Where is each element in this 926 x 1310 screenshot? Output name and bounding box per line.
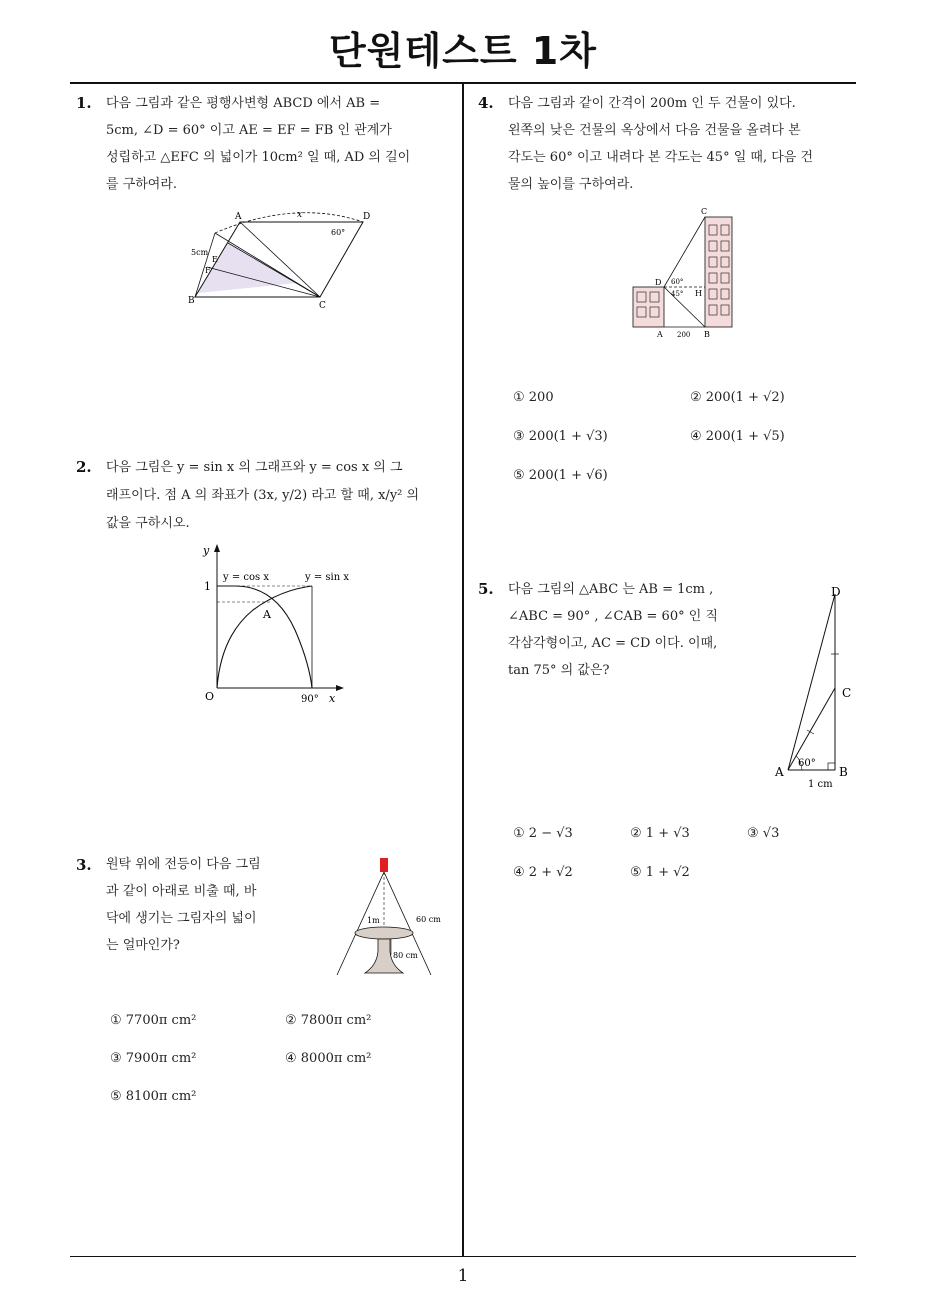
point-label: A bbox=[263, 608, 271, 621]
question-number: 5. bbox=[478, 580, 494, 598]
figure-label: A bbox=[775, 765, 784, 779]
figure-label: C bbox=[842, 686, 852, 700]
axis-label: x bbox=[329, 692, 336, 705]
figure-label: C bbox=[701, 207, 708, 216]
figure-label: 5cm bbox=[191, 248, 209, 257]
answer-option[interactable]: ⑤ 8100π cm² bbox=[110, 1089, 197, 1104]
answer-option[interactable]: ③ 7900π cm² bbox=[110, 1051, 197, 1066]
question-line: 물의 높이를 구하여라. bbox=[508, 177, 634, 192]
buildings-figure bbox=[625, 205, 745, 345]
figure-label: 60° bbox=[331, 228, 346, 237]
answer-option[interactable]: ③ √3 bbox=[747, 826, 780, 841]
question-number: 1. bbox=[76, 94, 92, 112]
page-title: 단원테스트 1차 bbox=[329, 29, 597, 73]
triangle-figure bbox=[772, 580, 858, 795]
question-line: 각도는 60° 이고 내려다 본 각도는 45° 일 때, 다음 건 bbox=[508, 150, 814, 165]
lamp-table-figure bbox=[333, 855, 458, 980]
question-line: ∠ABC = 90° , ∠CAB = 60° 인 직 bbox=[508, 609, 718, 624]
question-line: 값을 구하시오. bbox=[106, 516, 190, 531]
question-line: 각삼각형이고, AC = CD 이다. 이때, bbox=[508, 636, 718, 651]
answer-option[interactable]: ⑤ 200(1 + √6) bbox=[513, 468, 608, 483]
figure-label: D bbox=[655, 278, 662, 287]
answer-option[interactable]: ② 7800π cm² bbox=[285, 1013, 372, 1028]
question-line: 5cm, ∠D = 60° 이고 AE = EF = FB 인 관계가 bbox=[106, 123, 392, 138]
figure-label: 1m bbox=[367, 916, 380, 925]
figure-label: C bbox=[319, 301, 326, 310]
question-line: 원탁 위에 전등이 다음 그림 bbox=[106, 857, 261, 872]
tick-label: 90° bbox=[301, 694, 319, 705]
footer-rule bbox=[70, 1256, 856, 1257]
tick-label: 1 bbox=[204, 580, 211, 593]
sin-cos-graph bbox=[195, 540, 355, 710]
question-text bbox=[106, 851, 306, 959]
figure-label: A bbox=[235, 212, 242, 222]
question-line: 다음 그림과 같은 평행사변형 ABCD 에서 AB = bbox=[106, 96, 381, 111]
curve-label: y = sin x bbox=[305, 572, 349, 583]
answer-option[interactable]: ② 200(1 + √2) bbox=[690, 390, 785, 405]
question-line: 다음 그림의 △ABC 는 AB = 1cm , bbox=[508, 582, 714, 597]
answer-option[interactable]: ② 1 + √3 bbox=[630, 826, 690, 841]
question-text bbox=[106, 454, 456, 538]
figure-label: D bbox=[831, 585, 841, 599]
figure-label: 60° bbox=[671, 278, 684, 286]
figure-label: H bbox=[695, 289, 702, 298]
answer-option[interactable]: ④ 8000π cm² bbox=[285, 1051, 372, 1066]
figure-label: B bbox=[188, 296, 195, 306]
question-line: 성립하고 △EFC 의 넓이가 10cm² 일 때, AD 의 길이 bbox=[106, 150, 411, 165]
answer-option[interactable]: ⑤ 1 + √2 bbox=[630, 865, 690, 880]
figure-label: 80 cm bbox=[393, 951, 418, 960]
parallelogram-figure bbox=[185, 205, 380, 310]
question-number: 4. bbox=[478, 94, 494, 112]
question-line: tan 75° 의 값은? bbox=[508, 663, 610, 678]
figure-label: 60 cm bbox=[416, 915, 441, 924]
answer-option[interactable]: ① 200 bbox=[513, 390, 554, 405]
figure-label: x bbox=[297, 210, 303, 220]
question-line: 다음 그림과 같이 간격이 200m 인 두 건물이 있다. bbox=[508, 96, 796, 111]
question-text bbox=[106, 90, 456, 198]
question-line: 다음 그림은 y = sin x 의 그래프와 y = cos x 의 그 bbox=[106, 460, 403, 475]
answer-option[interactable]: ③ 200(1 + √3) bbox=[513, 429, 608, 444]
question-number: 3. bbox=[76, 856, 92, 874]
figure-label: B bbox=[839, 765, 848, 779]
answer-option[interactable]: ④ 200(1 + √5) bbox=[690, 429, 785, 444]
figure-label: 60° bbox=[798, 758, 816, 769]
figure-label: F bbox=[205, 266, 211, 275]
figure-label: 200 bbox=[677, 331, 691, 339]
answer-option[interactable]: ① 7700π cm² bbox=[110, 1013, 197, 1028]
question-text bbox=[508, 90, 858, 198]
curve-label: y = cos x bbox=[223, 572, 269, 583]
figure-label: B bbox=[704, 330, 710, 339]
origin-label: O bbox=[205, 690, 215, 703]
figure-label: 1 cm bbox=[808, 779, 833, 790]
figure-label: 45° bbox=[671, 290, 684, 298]
question-text bbox=[508, 576, 768, 684]
figure-label: D bbox=[363, 212, 371, 222]
question-line: 를 구하여라. bbox=[106, 177, 178, 192]
page-number: 1 bbox=[457, 1266, 469, 1286]
question-number: 2. bbox=[76, 458, 92, 476]
question-line: 닥에 생기는 그림자의 넓이 bbox=[106, 911, 257, 926]
answer-option[interactable]: ① 2 − √3 bbox=[513, 826, 573, 841]
answer-option[interactable]: ④ 2 + √2 bbox=[513, 865, 573, 880]
question-line: 래프이다. 점 A 의 좌표가 (3x, y/2) 라고 할 때, x/y² 의 bbox=[106, 488, 420, 503]
question-line: 는 얼마인가? bbox=[106, 938, 180, 953]
question-line: 왼쪽의 낮은 건물의 옥상에서 다음 건물을 올려다 본 bbox=[508, 123, 801, 138]
figure-label: E bbox=[212, 255, 218, 264]
question-line: 과 같이 아래로 비출 때, 바 bbox=[106, 884, 257, 899]
column-divider bbox=[462, 84, 464, 1256]
figure-label: A bbox=[657, 330, 663, 339]
axis-label: y bbox=[203, 544, 210, 557]
